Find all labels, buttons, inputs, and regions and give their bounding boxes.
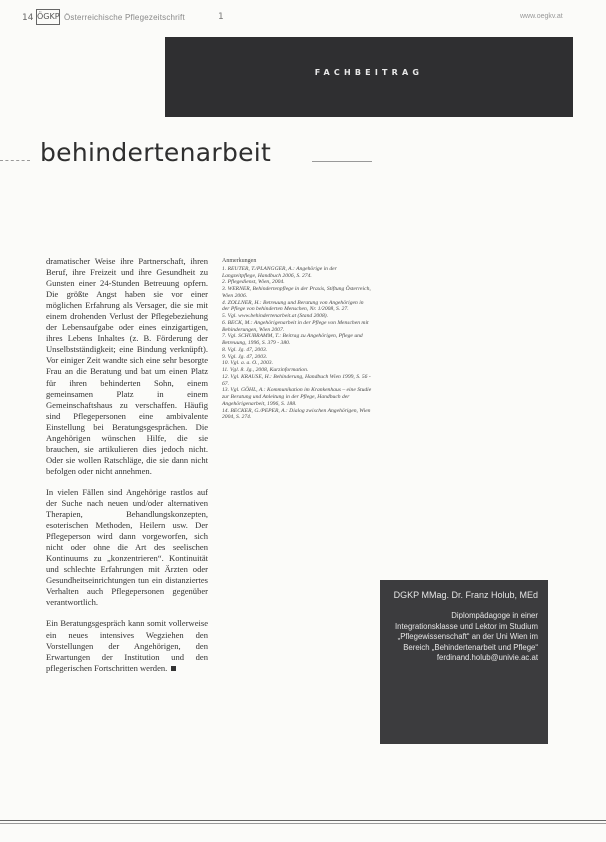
references-heading: Anmerkungen <box>222 258 257 264</box>
author-info-box <box>380 580 548 744</box>
bottom-rule <box>0 820 606 821</box>
title-rule-right <box>312 161 372 162</box>
reference-item: 13. Vgl. GÖHL, A.: Kommunikation im Krankenhaus – eine Studie zur Beratung und Anleitung in der Pflege, Handbuch der Angehörigenarbeit, 1996, S. 188. <box>222 387 372 407</box>
reference-item: 14. BECKER, G./PEPER, A.: Dialog zwischen Angehörigen, Wien 2004, S. 274. <box>222 407 371 421</box>
reference-item: 6. BECK, M.: Angehörigenarbeit in der Pflege von Menschen mit Behinderungen, Wien 2007. <box>222 319 369 333</box>
references-list <box>222 258 372 421</box>
reference-item: 1. REUTER, T./PLANGGER, A.: Angehörige in der Langzeitpflege, Handbuch 2006, S. 274. <box>222 265 337 279</box>
body-paragraph <box>46 618 208 673</box>
author-name: DGKP MMag. Dr. Franz Holub, MEd <box>393 590 538 600</box>
article-title: behindertenarbeit <box>40 138 272 167</box>
section-band <box>165 37 573 117</box>
page-number: 14 <box>22 13 34 23</box>
reference-item: 8. Vgl. Jg. 47, 2003. <box>222 346 268 353</box>
reference-item: 5. Vgl. www.behindertenarbeit.at (Stand 2008). <box>222 313 329 319</box>
author-bio: Diplompädagoge in einer Integrationsklasse und Lektor im Studium „Pflegewissenschaft“ an der Uni Wien im Bereich „Behindertenarbeit und Pflege“ ferdinand.holub@univie.ac.at <box>394 611 538 662</box>
body-text-column <box>46 256 208 674</box>
journal-logo: ÖGKP <box>36 9 60 25</box>
reference-item: 4. ZOLLNER, H.: Betreuung und Beratung von Angehörigen in der Pflege von behinderten Menschen, Nr. 1/2008, S. 27. <box>222 299 364 313</box>
section-label: FACHBEITRAG <box>314 68 424 77</box>
reference-item: 3. WERNER, Behindertenpflege in der Praxis, Stiftung Österreich, Wien 2006. <box>222 286 371 299</box>
header-url: www.oegkv.at <box>520 13 563 20</box>
reference-item: 12. Vgl. KRAUSE, H.: Behinderung, Handbuch Wien 1999, S. 56 - 67. <box>222 373 371 387</box>
body-paragraph: In vielen Fällen sind Angehörige rastlos auf der Suche nach neuen und/oder alternativen Therapien, Behandlungskonzepten, esoterischen Methoden, Heilern usw. Der Pflegeperson wird dann vorgeworfen, sich nicht oder ohne die Art des seelischen Kontinuums zu „konzentrieren“. Kontinuität und schlechte Erfahrungen mit Ärzten oder Gesundheitseinrichtungen tun ein distanziertes Verhalten auch Pflegepersonen gegenüber verantwortlich. <box>46 486 208 608</box>
reference-item: 2. Pflegedienst, Wien, 2004. <box>222 279 285 286</box>
body-paragraph-text: Ein Beratungsgespräch kann somit vollerweise ein neues intensives Wegziehen den Vorstellungen der Angehörigen, den Erwartungen der Institution und den pflegerischen Fortschritten werden. <box>46 618 208 673</box>
body-paragraph: dramatischer Weise ihre Partnerschaft, ihren Beruf, ihre Freizeit und ihre Gesundheit zu Gunsten einer 24-Stunden Betreuung opfern. Die größte Angst haben sie vor einer möglichen Erfahrung als Versager, die sie mit einem drohenden Verlust der Pflegebeziehung der Lebensaufgabe oder eines einzigartigen, ihres Lebens Inhaltes (z. B. Förderung der Unselbstständigkeit; eine Bindung verknüpft). Vor einiger Zeit wandte sich eine sehr besorgte Frau an die Beratung und bat um einen Platz für ihren behinderten Sohn, einem gemeinsamen Platz in einem Gemeinschaftshaus zu verschaffen. Häufig sind Pflegepersonen eine ambivalente Einstellung bei Beratungsgesprächen. Die Angehörigen wünschen Hilfe, die sie brauchen, sie artikulieren dies jedoch nicht. Oder sie wollen Ratschläge, die sie dann nicht befolgen oder nicht annehmen. <box>46 256 208 476</box>
title-rule-left <box>0 160 30 161</box>
reference-item: 9. Vgl. Jg. 47, 2003. <box>222 353 268 360</box>
end-mark <box>171 666 176 671</box>
reference-item: 11. Vgl. 8. Jg., 2008, Kurzinformation. <box>222 367 309 373</box>
reference-item: 10. Vgl. a. a. O., 2003. <box>222 360 273 367</box>
reference-item: 7. Vgl. SCHUBRAMM, T.: Beitrag zu Angehörigen, Pflege und Betreuung, 1996, S. 379 - 380. <box>222 333 363 346</box>
running-head: Österreichische Pflegezeitschrift <box>64 13 185 22</box>
center-mark: 1 <box>218 12 224 22</box>
bottom-rule-thin <box>0 823 606 824</box>
